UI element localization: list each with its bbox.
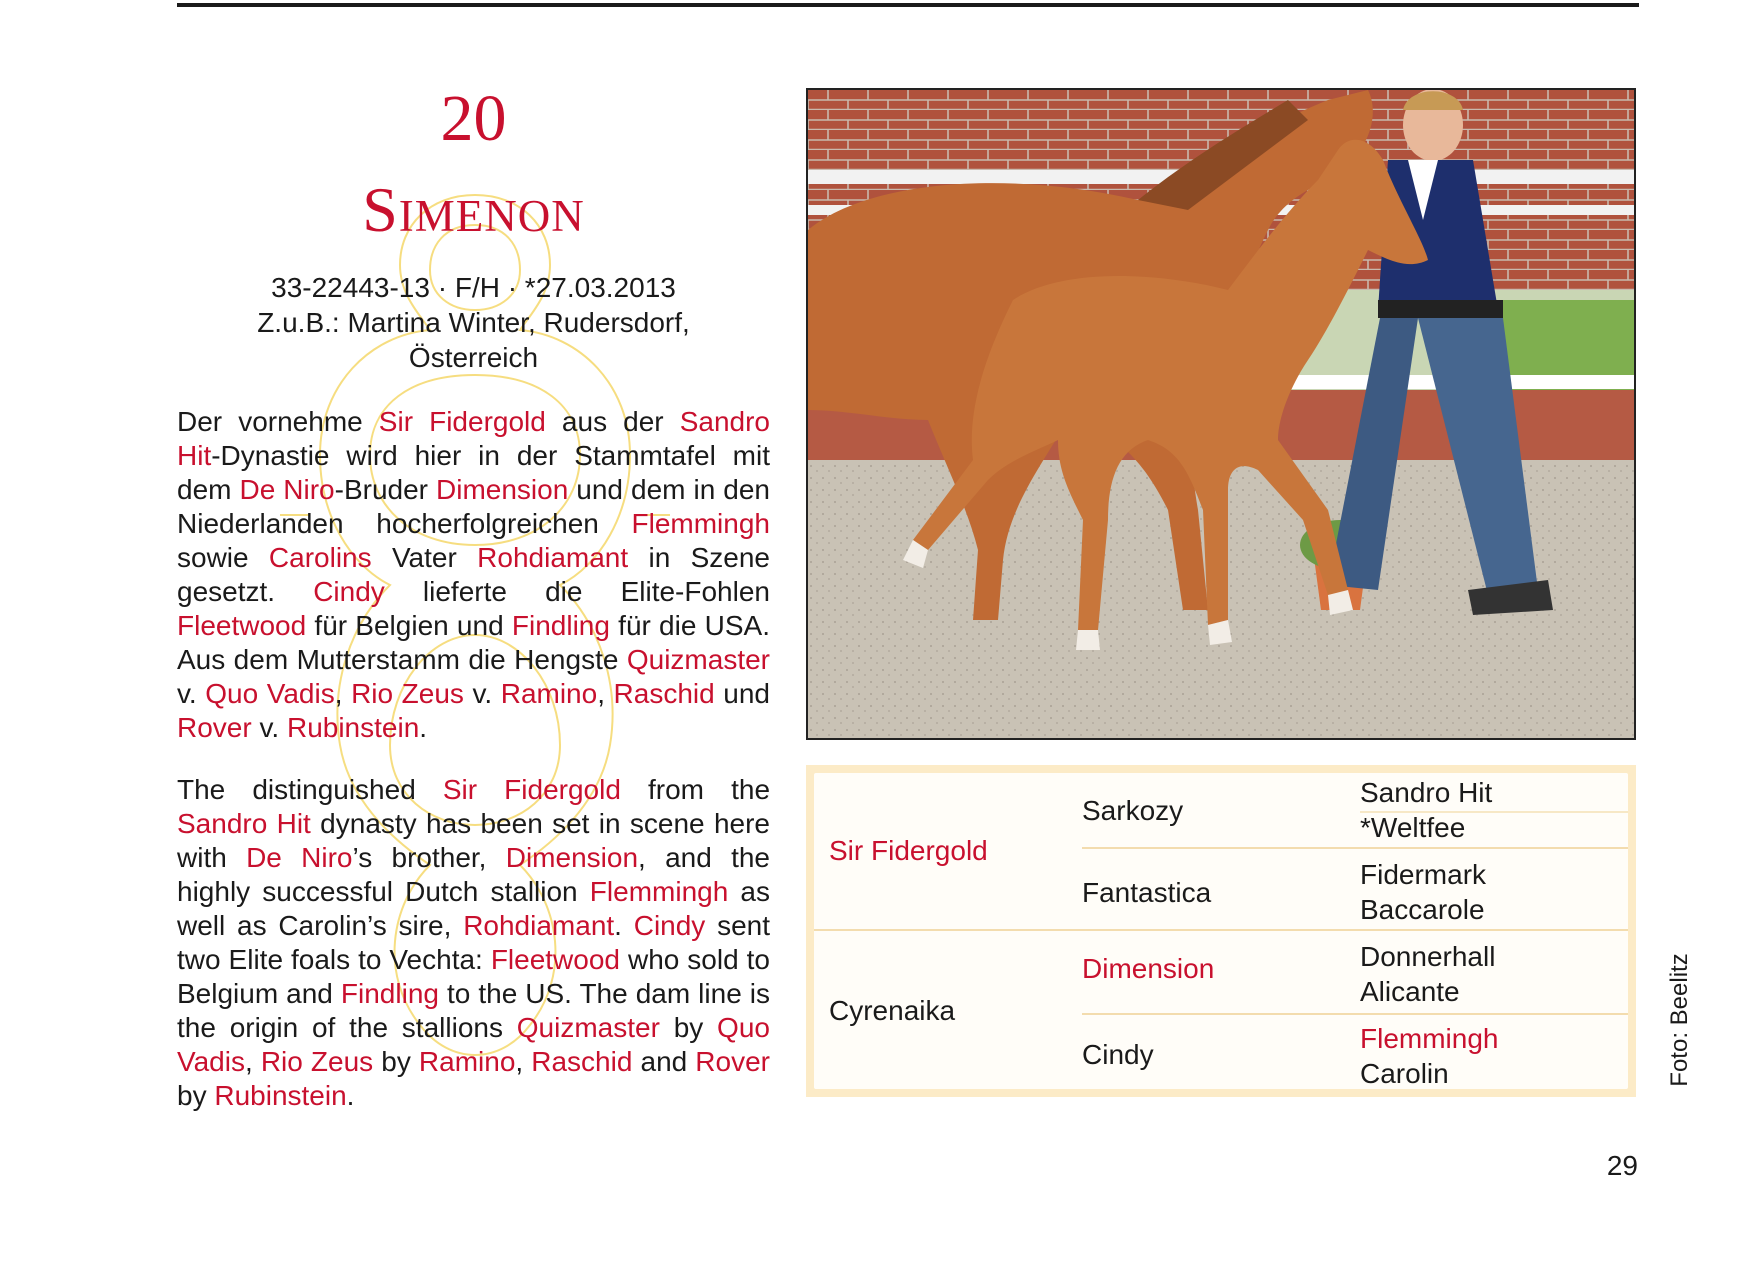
text-run: für die USA. Aus dem Mutterstamm die Hengste <box>177 610 770 675</box>
meta-registration: 33-22443-13 · F/H · *27.03.2013 <box>271 272 676 303</box>
highlighted-name: Dimension <box>436 474 569 505</box>
text-run: sent two Elite foals to Vechta: <box>177 910 770 975</box>
pedigree-ssd: *Weltfee <box>1360 812 1466 843</box>
highlighted-name: Cindy <box>313 576 385 607</box>
highlighted-name: Quo Vadis <box>177 1012 770 1077</box>
text-run: who sold to Belgium and <box>177 944 770 1009</box>
pedigree-ddd: Carolin <box>1360 1058 1449 1089</box>
text-run: Vater <box>371 542 478 573</box>
text-run: as well as Carolin’s sire, <box>177 876 771 941</box>
highlighted-name: Rover <box>177 712 252 743</box>
text-run: . <box>346 1080 355 1111</box>
text-run: lieferte die Elite-Fohlen <box>384 576 770 607</box>
pedigree-dss: Donnerhall <box>1360 941 1496 972</box>
text-run: sowie <box>177 542 269 573</box>
text-run: für Belgien und <box>306 610 512 641</box>
highlighted-name: De Niro <box>239 474 335 505</box>
pedigree-dam-dam: Cindy <box>1082 1039 1154 1070</box>
pedigree-divider-dam <box>1082 1013 1628 1015</box>
highlighted-name: Cindy <box>633 910 706 941</box>
pedigree-sds: Fidermark <box>1360 859 1487 890</box>
highlighted-name: Rubinstein <box>214 1080 347 1111</box>
text-run: , and the highly successful Dutch stallion <box>177 842 770 907</box>
page-number: 29 <box>1606 1150 1638 1181</box>
highlighted-name: Quo Vadis <box>205 678 335 709</box>
text-run: . <box>419 712 428 743</box>
highlighted-name: Rubinstein <box>286 712 420 743</box>
photo-credit <box>1660 950 1700 1090</box>
highlighted-name: Rio Zeus <box>260 1046 374 1077</box>
text-run: , <box>597 678 614 709</box>
horse-meta <box>177 270 770 375</box>
lot-number: 20 <box>440 82 507 155</box>
text-run: v. <box>251 712 287 743</box>
highlighted-name: Findling <box>340 978 439 1009</box>
highlighted-name: Ramino <box>418 1046 516 1077</box>
top-rule <box>177 3 1639 7</box>
highlighted-name: Sir Fidergold <box>378 406 546 437</box>
text-run: in Szene gesetzt. <box>177 542 770 607</box>
text-run: -Dynastie wird hier in der Stammtafel mit dem <box>177 440 770 505</box>
highlighted-name: Sandro Hit <box>177 406 771 471</box>
text-run: The distinguished <box>177 774 443 805</box>
highlighted-name: Quizmaster <box>516 1012 660 1043</box>
text-run: . <box>614 910 634 941</box>
text-run: , <box>244 1046 261 1077</box>
highlighted-name: Carolins <box>268 542 372 573</box>
pedigree-inner <box>814 773 1628 1089</box>
highlighted-name: Fleetwood <box>490 944 620 975</box>
description-english <box>177 773 770 1113</box>
highlighted-name: Raschid <box>613 678 715 709</box>
pedigree-sss: Sandro Hit <box>1360 777 1493 808</box>
highlighted-name: Sandro Hit <box>177 808 311 839</box>
text-run: from the <box>620 774 771 805</box>
text-run: aus der <box>545 406 680 437</box>
text-run: und dem in den Niederlanden hocherfolgreichen <box>177 474 770 539</box>
highlighted-name: Flemmingh <box>631 508 770 539</box>
highlighted-name: Quizmaster <box>626 644 770 675</box>
highlighted-name: Rover <box>695 1046 770 1077</box>
text-run: v. <box>463 678 501 709</box>
pedigree-dam: Cyrenaika <box>829 995 956 1026</box>
highlighted-name: Ramino <box>500 678 598 709</box>
pedigree-sire-sire: Sarkozy <box>1082 795 1184 826</box>
photo-credit-text: Foto: Beelitz <box>1666 953 1693 1087</box>
text-run: to the US. The dam line is the origin of the stallions <box>177 978 770 1043</box>
highlighted-name: Findling <box>511 610 610 641</box>
highlighted-name: Raschid <box>531 1046 633 1077</box>
text-run: dynasty has been set in scene here with <box>177 808 770 873</box>
text-run: by <box>659 1012 718 1043</box>
meta-breeder: Z.u.B.: Martina Winter, Rudersdorf, <box>257 307 690 338</box>
highlighted-name: Rohdiamant <box>463 910 615 941</box>
text-run: by <box>373 1046 419 1077</box>
highlighted-name: Sir Fidergold <box>442 774 621 805</box>
text-run: Der vornehme <box>177 406 379 437</box>
text-run: -Bruder <box>334 474 436 505</box>
text-column <box>177 80 770 1141</box>
photo-illustration <box>808 90 1634 738</box>
pedigree-sire-dam: Fantastica <box>1082 877 1212 908</box>
meta-country: Österreich <box>408 342 539 373</box>
text-run: , <box>334 678 352 709</box>
pedigree-dds: Flemmingh <box>1360 1023 1499 1054</box>
highlighted-name: Flemmingh <box>589 876 729 907</box>
text-run: , <box>515 1046 532 1077</box>
text-run: by <box>177 1080 215 1111</box>
highlighted-name: De Niro <box>246 842 353 873</box>
text-run: und <box>714 678 770 709</box>
text-run: and <box>632 1046 696 1077</box>
highlighted-name: Rohdiamant <box>477 542 629 573</box>
text-run: ’s brother, <box>352 842 506 873</box>
pedigree-divider-main <box>814 929 1628 931</box>
horse-name: Simenon <box>362 174 585 245</box>
highlighted-name: Rio Zeus <box>351 678 464 709</box>
pedigree-dsd: Alicante <box>1360 976 1460 1007</box>
pedigree-sire: Sir Fidergold <box>829 835 988 866</box>
highlighted-name: Dimension <box>505 842 639 873</box>
pedigree-divider-sire <box>1082 847 1628 849</box>
text-run: v. <box>177 678 206 709</box>
highlighted-name: Fleetwood <box>177 610 307 641</box>
pedigree-dam-sire: Dimension <box>1082 953 1215 984</box>
horse-photo <box>806 88 1636 740</box>
pedigree-table <box>806 765 1636 1097</box>
pedigree-sdd: Baccarole <box>1360 894 1485 925</box>
description-german <box>177 405 770 745</box>
